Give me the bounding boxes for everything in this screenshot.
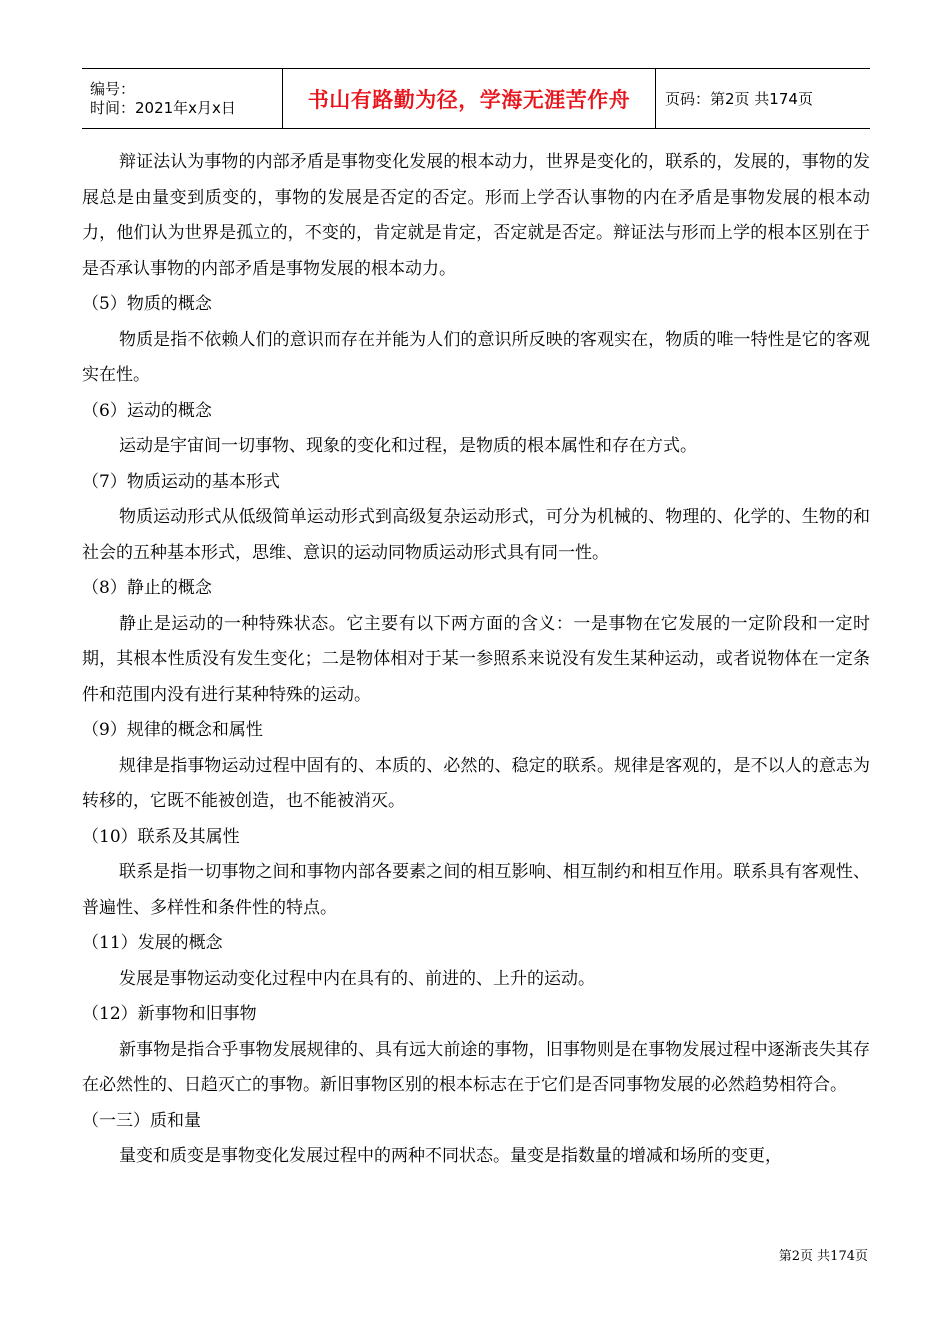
number-label: 编号：: [90, 79, 136, 98]
section-heading: （11）发展的概念: [82, 933, 223, 953]
paragraph: 静止是运动的一种特殊状态。它主要有以下两方面的含义：一是事物在它发展的一定阶段和一定时期，其根本性质没有发生变化；二是物体相对于某一参照系来说没有发生某种运动，或者说物体在一定条件和范围内没有进行某种特殊的运动。: [82, 613, 870, 705]
document-header: [82, 68, 870, 129]
section-heading: （9）规律的概念和属性: [82, 720, 263, 740]
section-heading: （6）运动的概念: [82, 400, 212, 421]
paragraph: 发展是事物运动变化过程中内在具有的、前进的、上升的运动。: [119, 968, 595, 989]
section-heading: （5）物质的概念: [82, 294, 212, 314]
document-body: [82, 145, 870, 1175]
section-heading: （8）静止的概念: [82, 578, 212, 598]
section-heading: （10）联系及其属性: [82, 826, 240, 847]
time-label: 时间：2021年x月x日: [90, 98, 236, 117]
section-heading: （7）物质运动的基本形式: [82, 471, 280, 492]
section-heading: （12）新事物和旧事物: [82, 1004, 257, 1024]
section-heading: （一三）质和量: [82, 1110, 201, 1131]
paragraph: 量变和质变是事物变化发展过程中的两种不同状态。量变是指数量的增减和场所的变更，: [119, 1146, 782, 1166]
header-motto: 书山有路勤为径，学海无涯苦作舟: [282, 69, 656, 128]
paragraph: 物质是指不依赖人们的意识而存在并能为人们的意识所反映的客观实在，物质的唯一特性是它的客观实在性。: [82, 329, 870, 385]
paragraph: 物质运动形式从低级简单运动形式到高级复杂运动形式，可分为机械的、物理的、化学的、生物的和社会的五种基本形式，思维、意识的运动同物质运动形式具有同一性。: [82, 507, 870, 563]
paragraph: 规律是指事物运动过程中固有的、本质的、必然的、稳定的联系。规律是客观的，是不以人的意志为转移的，它既不能被创造，也不能被消灭。: [82, 755, 870, 811]
header-meta: [82, 69, 282, 128]
header-page-info: 页码：第2页 共174页: [665, 90, 813, 108]
paragraph: 运动是宇宙间一切事物、现象的变化和过程，是物质的根本属性和存在方式。: [119, 436, 697, 456]
page-footer: 第2页 共174页: [778, 1249, 868, 1264]
paragraph: 新事物是指合乎事物发展规律的、具有远大前途的事物，旧事物则是在事物发展过程中逐渐丧失其存在必然性的、日趋灭亡的事物。新旧事物区别的根本标志在于它们是否同事物发展的必然趋势相符合。: [82, 1039, 870, 1095]
paragraph: 辩证法认为事物的内部矛盾是事物变化发展的根本动力，世界是变化的，联系的，发展的，事物的发展总是由量变到质变的，事物的发展是否定的否定。形而上学否认事物的内在矛盾是事物发展的根本动力，他们认为世界是孤立的，不变的，肯定就是肯定，否定就是否定。辩证法与形而上学的根本区别在于是否承认事物的内部矛盾是事物发展的根本动力。: [82, 152, 870, 279]
paragraph: 联系是指一切事物之间和事物内部各要素之间的相互影响、相互制约和相互作用。联系具有客观性、普遍性、多样性和条件性的特点。: [82, 862, 870, 918]
